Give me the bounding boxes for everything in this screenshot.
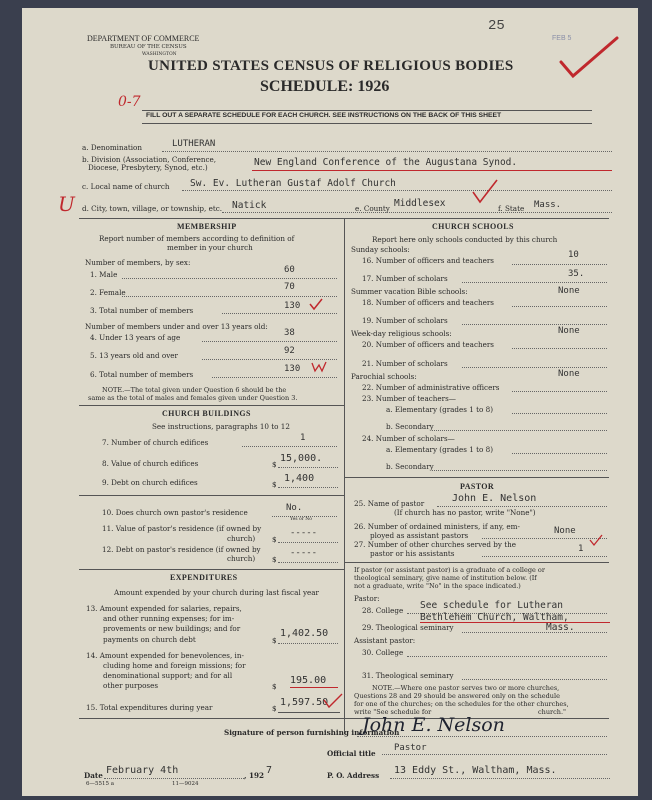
field-line (202, 341, 337, 342)
division-value[interactable]: New England Conference of the Augustana Synod. (254, 157, 518, 168)
field-line (278, 487, 338, 488)
stamp-number: 25 (488, 18, 505, 34)
city-value[interactable]: Natick (232, 200, 267, 211)
schools-intro: Report here only schools conducted by this church (372, 235, 558, 244)
red-underline (290, 687, 338, 688)
q14-label-3: denominational support; and for all (103, 671, 233, 680)
q20-label: 20. Number of officers and teachers (362, 340, 494, 349)
field-line (512, 413, 607, 414)
q1-value[interactable]: 60 (284, 265, 295, 275)
q11-label: 11. Value of pastor's residence (if owned by (102, 524, 262, 533)
field-line (182, 190, 612, 191)
buildings-subtitle: See instructions, paragraphs 10 to 12 (152, 422, 290, 431)
red-check-mark-icon (588, 533, 604, 547)
dollar-sign: $ (272, 535, 277, 544)
q27-label: 27. Number of other churches served by the (354, 540, 517, 549)
field-line (390, 778, 610, 779)
denomination-label: a. Denomination (82, 143, 142, 152)
q28-label: 28. College (362, 606, 404, 615)
field-line (122, 278, 337, 279)
division-label: b. Division (Association, Conference, (82, 155, 217, 164)
q5-value[interactable]: 92 (284, 346, 295, 356)
column-divider (344, 218, 345, 734)
q12-label-2: church) (227, 554, 256, 563)
q11-value[interactable]: ----- (290, 528, 318, 538)
field-line (462, 324, 607, 325)
dollar-sign: $ (272, 460, 277, 469)
field-line (512, 453, 607, 454)
state-value[interactable]: Mass. (534, 200, 562, 210)
q18-label: 18. Number of officers and teachers (362, 298, 494, 307)
red-check-mark-icon (470, 178, 500, 206)
q3-value[interactable]: 130 (284, 301, 301, 311)
q16-value[interactable]: 10 (568, 250, 579, 260)
pastor-note-4: write "See schedule for (354, 708, 432, 716)
q21-label: 21. Number of scholars (362, 359, 448, 368)
official-title-label: Official title (327, 749, 376, 758)
pastor-education-header: Pastor: (354, 594, 380, 603)
members-by-age-label: Number of members under and over 13 years old: (85, 322, 268, 331)
year-prefix: , 192 (244, 771, 265, 780)
dept-name: DEPARTMENT OF COMMERCE (87, 34, 200, 43)
census-schedule-page (22, 8, 638, 796)
signature-label: Signature of person furnishing information (224, 728, 400, 737)
q15-label: 15. Total expenditures during year (86, 703, 213, 712)
pastor-note-3: for one of the churches; on the schedules for the other churches, (354, 700, 569, 708)
date-label: Date (84, 771, 103, 780)
q1-label: 1. Male (90, 270, 118, 279)
q2-label: 2. Female (90, 288, 126, 297)
city-label: d. City, town, village, or township, etc. (82, 204, 223, 213)
q4-label: 4. Under 13 years of age (90, 333, 181, 342)
dollar-sign: $ (272, 704, 277, 713)
field-line (512, 391, 607, 392)
q22-label: 22. Number of administrative officers (362, 383, 500, 392)
divider (142, 110, 592, 111)
q13-label-4: payments on church debt (103, 635, 196, 644)
q14-label: 14. Amount expended for benevolences, in- (86, 651, 244, 660)
field-line (512, 264, 607, 265)
field-line (462, 282, 607, 283)
dollar-sign: $ (272, 636, 277, 645)
bureau-name: BUREAU OF THE CENSUS (110, 44, 187, 50)
schools-title: CHURCH SCHOOLS (432, 222, 514, 231)
q9-value[interactable]: 1,400 (284, 473, 315, 484)
q25-hint: (If church has no pastor, write "None") (394, 508, 536, 517)
field-line (122, 296, 337, 297)
dollar-sign: $ (272, 682, 277, 691)
field-line (278, 562, 338, 563)
q30-label: 30. College (362, 648, 404, 657)
q26-label-2: ployed as assistant pastors (370, 531, 469, 540)
graduate-instruction-2: theological seminary, give name of institution below. (If (354, 574, 537, 582)
membership-title: MEMBERSHIP (177, 222, 237, 231)
field-line (432, 470, 607, 471)
q6-value[interactable]: 130 (284, 364, 301, 374)
q25-value[interactable]: John E. Nelson (452, 493, 537, 504)
state-label: f. State (498, 204, 525, 213)
buildings-title: CHURCH BUILDINGS (162, 409, 251, 418)
divider (142, 123, 592, 124)
section-border (79, 405, 344, 406)
q8-label: 8. Value of church edifices (102, 459, 199, 468)
date-value[interactable]: February 4th (106, 765, 179, 776)
summer-schools-label: Summer vacation Bible schools: (351, 287, 468, 296)
form-title: UNITED STATES CENSUS OF RELIGIOUS BODIES (148, 58, 514, 74)
section-border (79, 495, 344, 496)
q22-value[interactable]: None (558, 369, 580, 379)
field-line (212, 377, 337, 378)
field-line (462, 679, 607, 680)
q28-value[interactable]: See schedule for Lutheran (420, 600, 563, 611)
city-name: WASHINGTON (142, 52, 177, 57)
membership-note-2: same as the total of males and females given under Question 3. (88, 394, 298, 402)
parochial-schools-label: Parochial schools: (351, 372, 417, 381)
q12-value[interactable]: ----- (290, 548, 318, 558)
denomination-value[interactable]: LUTHERAN (172, 139, 216, 149)
field-line (357, 736, 607, 737)
q13-label-3: provements or new buildings; and for (103, 624, 241, 633)
q4-value[interactable]: 38 (284, 328, 295, 338)
q13-label: 13. Amount expended for salaries, repairs, (86, 604, 242, 613)
dollar-sign: $ (272, 555, 277, 564)
q7-label: 7. Number of church edifices (102, 438, 209, 447)
print-code: 6—5515 a (86, 781, 115, 787)
schedule-title: SCHEDULE: 1926 (260, 78, 390, 95)
q23b-label: b. Secondary (386, 422, 434, 431)
year-digit[interactable]: 7 (266, 765, 273, 776)
red-check-mark-icon (322, 692, 344, 710)
pastor-title: PASTOR (460, 482, 495, 491)
q17-label: 17. Number of scholars (362, 274, 448, 283)
field-line (104, 778, 244, 779)
margin-mark-a: 0-7 (118, 94, 141, 110)
print-code-2: 11—9024 (172, 781, 199, 787)
field-line (512, 348, 607, 349)
membership-note: NOTE.—The total given under Question 6 should be the (102, 386, 287, 394)
q13-label-2: and other running expenses; for im- (103, 614, 235, 623)
q3-label: 3. Total number of members (90, 306, 194, 315)
field-line (162, 151, 612, 152)
expenditures-title: EXPENDITURES (170, 573, 238, 582)
q26-value[interactable]: None (554, 526, 576, 536)
q8-value[interactable]: 15,000. (280, 453, 323, 464)
expenditures-subtitle: Amount expended by your church during last fiscal year (114, 588, 319, 597)
field-line (482, 556, 607, 557)
q10-value[interactable]: No. (286, 503, 303, 513)
members-by-sex-label: Number of members, by sex: (85, 258, 191, 267)
field-line (462, 632, 607, 633)
field-line (382, 754, 607, 755)
red-underline (252, 170, 612, 171)
q11-label-2: church) (227, 534, 256, 543)
q25-label: 25. Name of pastor (354, 499, 425, 508)
red-check-mark-icon (308, 297, 324, 311)
county-label: e. County (355, 204, 390, 213)
county-value[interactable]: Middlesex (394, 198, 446, 209)
q15-value[interactable]: 1,597.50 (280, 697, 329, 708)
section-border (79, 569, 344, 570)
q27-value[interactable]: 1 (578, 544, 584, 554)
yes-no-hint: Yes or No (290, 517, 312, 522)
membership-intro: Report number of members according to definition of (99, 234, 295, 243)
received-date-stamp: FEB 5 (552, 35, 572, 42)
pastor-note-4b: church." (538, 708, 567, 716)
pastor-note-2: Questions 28 and 29 should be answered only on the schedule (354, 692, 560, 700)
q18-value[interactable]: None (558, 286, 580, 296)
po-address-value[interactable]: 13 Eddy St., Waltham, Mass. (394, 765, 557, 776)
pastor-note: NOTE.—Where one pastor serves two or more churches, (372, 684, 560, 692)
q2-value[interactable]: 70 (284, 282, 295, 292)
church-name-value[interactable]: Sw. Ev. Lutheran Gustaf Adolf Church (190, 178, 396, 189)
q31-label: 31. Theological seminary (362, 671, 454, 680)
membership-intro-2: member in your church (167, 243, 253, 252)
q24a-label: a. Elementary (grades 1 to 8) (386, 445, 493, 454)
field-line (437, 506, 607, 507)
q24b-label: b. Secondary (386, 462, 434, 471)
assistant-education-header: Assistant pastor: (354, 636, 416, 645)
field-line (278, 542, 338, 543)
q24-label: 24. Number of scholars— (362, 434, 455, 443)
field-line (432, 430, 607, 431)
q28-value-line2[interactable]: Bethlehem Church, Waltham, (420, 612, 569, 623)
sunday-schools-label: Sunday schools: (351, 245, 410, 254)
field-line (278, 467, 338, 468)
signature-value[interactable]: John E. Nelson (362, 714, 505, 736)
q13-value[interactable]: 1,402.50 (280, 628, 329, 639)
weekday-schools-label: Week-day religious schools: (351, 329, 452, 338)
field-line (222, 212, 612, 213)
q26-label: 26. Number of ordained ministers, if any, em- (354, 522, 520, 531)
field-line (512, 306, 607, 307)
q23-label: 23. Number of teachers— (362, 394, 456, 403)
q5-label: 5. 13 years old and over (90, 351, 178, 360)
q29-value[interactable]: Mass. (546, 622, 575, 633)
field-line (222, 313, 337, 314)
field-line (278, 643, 338, 644)
graduate-instruction: If pastor (or assistant pastor) is a graduate of a college or (354, 566, 545, 574)
red-check-mark-icon (557, 34, 622, 82)
q29-label: 29. Theological seminary (362, 623, 454, 632)
red-check-mark-icon (310, 360, 328, 374)
field-line (278, 712, 340, 713)
q23a-label: a. Elementary (grades 1 to 8) (386, 405, 493, 414)
section-bottom-border (79, 718, 609, 719)
q27-label-2: pastor or his assistants (370, 549, 455, 558)
division-label-2: Diocese, Presbytery, Synod, etc.) (88, 163, 208, 172)
field-line (407, 656, 607, 657)
q6-label: 6. Total number of members (90, 370, 194, 379)
q16-label: 16. Number of officers and teachers (362, 256, 494, 265)
dollar-sign: $ (272, 480, 277, 489)
q9-label: 9. Debt on church edifices (102, 478, 198, 487)
graduate-instruction-3: not a graduate, write "No" in the space indicated.) (354, 582, 521, 590)
section-border (344, 562, 609, 563)
church-name-label: c. Local name of church (82, 182, 170, 191)
margin-mark-b: U (58, 192, 75, 216)
official-title-value[interactable]: Pastor (394, 743, 427, 753)
q17-value[interactable]: 35. (568, 269, 585, 279)
q14-value[interactable]: 195.00 (290, 675, 327, 686)
field-line (462, 367, 607, 368)
q14-label-4: other purposes (103, 681, 159, 690)
q20-value[interactable]: None (558, 326, 580, 336)
field-line (242, 446, 337, 447)
form-instruction: FILL OUT A SEPARATE SCHEDULE FOR EACH CHURCH. SEE INSTRUCTIONS ON THE BACK OF THIS SHEET (146, 112, 502, 119)
q14-label-2: cluding home and foreign missions; for (103, 661, 246, 670)
po-address-label: P. O. Address (327, 771, 380, 780)
section-border (344, 477, 609, 478)
q7-value[interactable]: 1 (300, 433, 306, 443)
q19-label: 19. Number of scholars (362, 316, 448, 325)
q12-label: 12. Debt on pastor's residence (if owned by (102, 545, 261, 554)
q10-label: 10. Does church own pastor's residence (102, 508, 248, 517)
